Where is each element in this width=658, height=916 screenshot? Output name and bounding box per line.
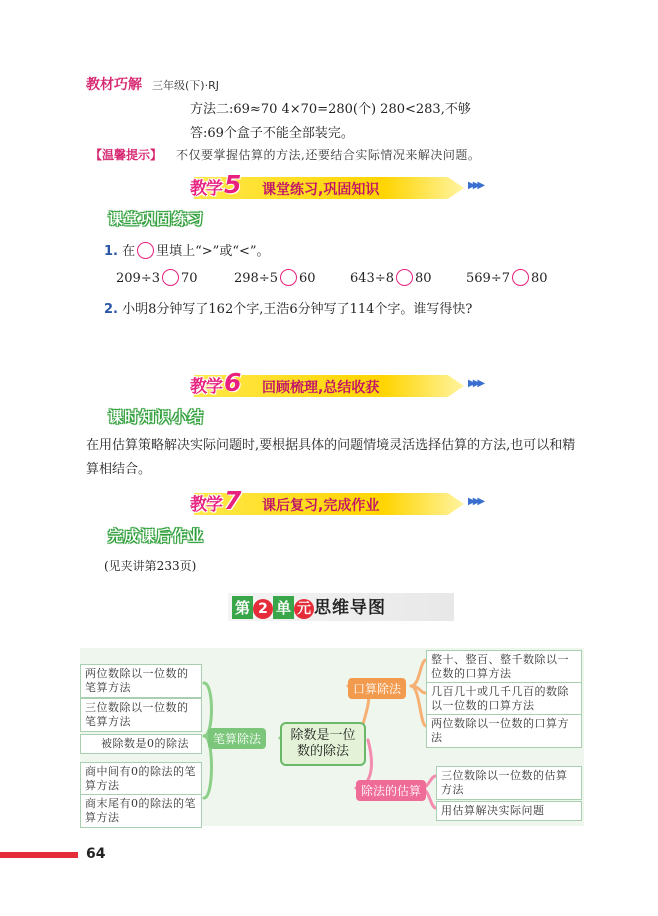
triple-arrow-icon: ▶▶▶: [468, 378, 483, 389]
expr-left: 298÷5: [234, 271, 278, 286]
mindmap: [80, 648, 584, 826]
unit-dan: 单: [273, 596, 294, 619]
question-2-number: 2.: [104, 302, 118, 317]
expr-left: 569÷7: [466, 271, 510, 286]
method2-line: 方法二:69≈70 4×70=280(个) 280<283,不够: [190, 102, 471, 117]
banner-word: 教学: [190, 179, 222, 199]
expr-4: [466, 269, 548, 286]
unit-yuan: 元: [294, 599, 314, 619]
banner-word: 教学: [190, 495, 222, 515]
tip-text: 不仅要掌握估算的方法,还要结合实际情况来解决问题。: [176, 148, 481, 162]
question-1-text-a: 在: [122, 244, 136, 259]
unit-number: 2: [253, 599, 273, 619]
expr-left: 643÷8: [350, 271, 394, 286]
expr-1: [116, 269, 198, 286]
left-item-1: 两位数除以一位数的笔算方法: [80, 664, 202, 698]
node-written-division: 笔算除法: [208, 728, 266, 749]
triple-arrow-icon: ▶▶▶: [468, 496, 483, 507]
section5-banner: [178, 172, 488, 202]
banner-number: 6: [224, 368, 242, 397]
expr-right: 80: [530, 271, 548, 286]
answer-circle[interactable]: [162, 269, 179, 286]
section7-subtag: 完成课后作业: [102, 525, 210, 547]
left-item-5: 商末尾有0的除法的笔算方法: [80, 794, 202, 828]
left-item-3: 被除数是0的除法: [80, 734, 202, 754]
summary-paragraph: 在用估算策略解决实际问题时,要根据具体的问题情境灵活选择估算的方法,也可以和精算相结合。: [86, 438, 576, 477]
footer-red-bar: [0, 852, 78, 858]
question-1: [104, 240, 270, 259]
answer-circle[interactable]: [137, 242, 154, 259]
expr-right: 80: [414, 271, 432, 286]
book-grade: 三年级(下)·RJ: [152, 79, 219, 92]
section6-subtag: 课时知识小结: [102, 406, 210, 428]
unit-mindmap-title: [228, 593, 454, 621]
right-top-item-1: 整十、整百、整千数除以一位数的口算方法: [426, 650, 582, 684]
banner-title: 课堂练习,巩固知识: [262, 182, 380, 198]
homework-note: (见夹讲第233页): [104, 559, 197, 573]
node-center: 除数是一位数的除法: [280, 722, 366, 766]
right-bottom-item-2: 用估算解决实际问题: [436, 801, 582, 821]
question-1-number: 1.: [104, 244, 118, 259]
banner-number: 7: [224, 486, 242, 515]
unit-di: 第: [232, 596, 253, 619]
expr-left: 209÷3: [116, 271, 160, 286]
left-item-4: 商中间有0的除法的笔算方法: [80, 762, 202, 796]
section6-banner: [178, 370, 488, 400]
answer-circle[interactable]: [396, 269, 413, 286]
banner-word: 教学: [190, 377, 222, 397]
question-2-text: 小明8分钟写了162个字,王浩6分钟写了114个字。谁写得快?: [122, 302, 473, 317]
tip-label: 【温馨提示】: [90, 148, 163, 162]
section5-subtag: 课堂巩固练习: [102, 208, 210, 230]
right-top-item-3: 两位数除以一位数的口算方法: [426, 714, 582, 748]
triple-arrow-icon: ▶▶▶: [468, 180, 483, 191]
right-bottom-item-1: 三位数除以一位数的估算方法: [436, 766, 582, 800]
node-mental-division: 口算除法: [348, 678, 406, 699]
unit-rest: 思维导图: [314, 598, 387, 618]
book-title: 教材巧解: [86, 77, 142, 93]
banner-number: 5: [224, 170, 242, 199]
method2-answer: 答:69个盒子不能全部装完。: [190, 126, 354, 141]
question-2: [104, 298, 472, 317]
expr-right: 60: [298, 271, 316, 286]
node-estimation: 除法的估算: [356, 780, 426, 801]
expr-right: 70: [180, 271, 198, 286]
banner-title: 回顾梳理,总结收获: [262, 380, 380, 396]
answer-circle[interactable]: [512, 269, 529, 286]
question-1-text-b: 里填上“>”或“<”。: [156, 244, 270, 259]
answer-circle[interactable]: [280, 269, 297, 286]
section7-banner: [178, 488, 488, 518]
page-number: 64: [86, 846, 106, 862]
banner-title: 课后复习,完成作业: [262, 498, 380, 514]
expr-3: [350, 269, 432, 286]
expr-2: [234, 269, 316, 286]
left-item-2: 三位数除以一位数的笔算方法: [80, 698, 202, 732]
right-top-item-2: 几百几十或几千几百的数除以一位数的口算方法: [426, 682, 582, 716]
